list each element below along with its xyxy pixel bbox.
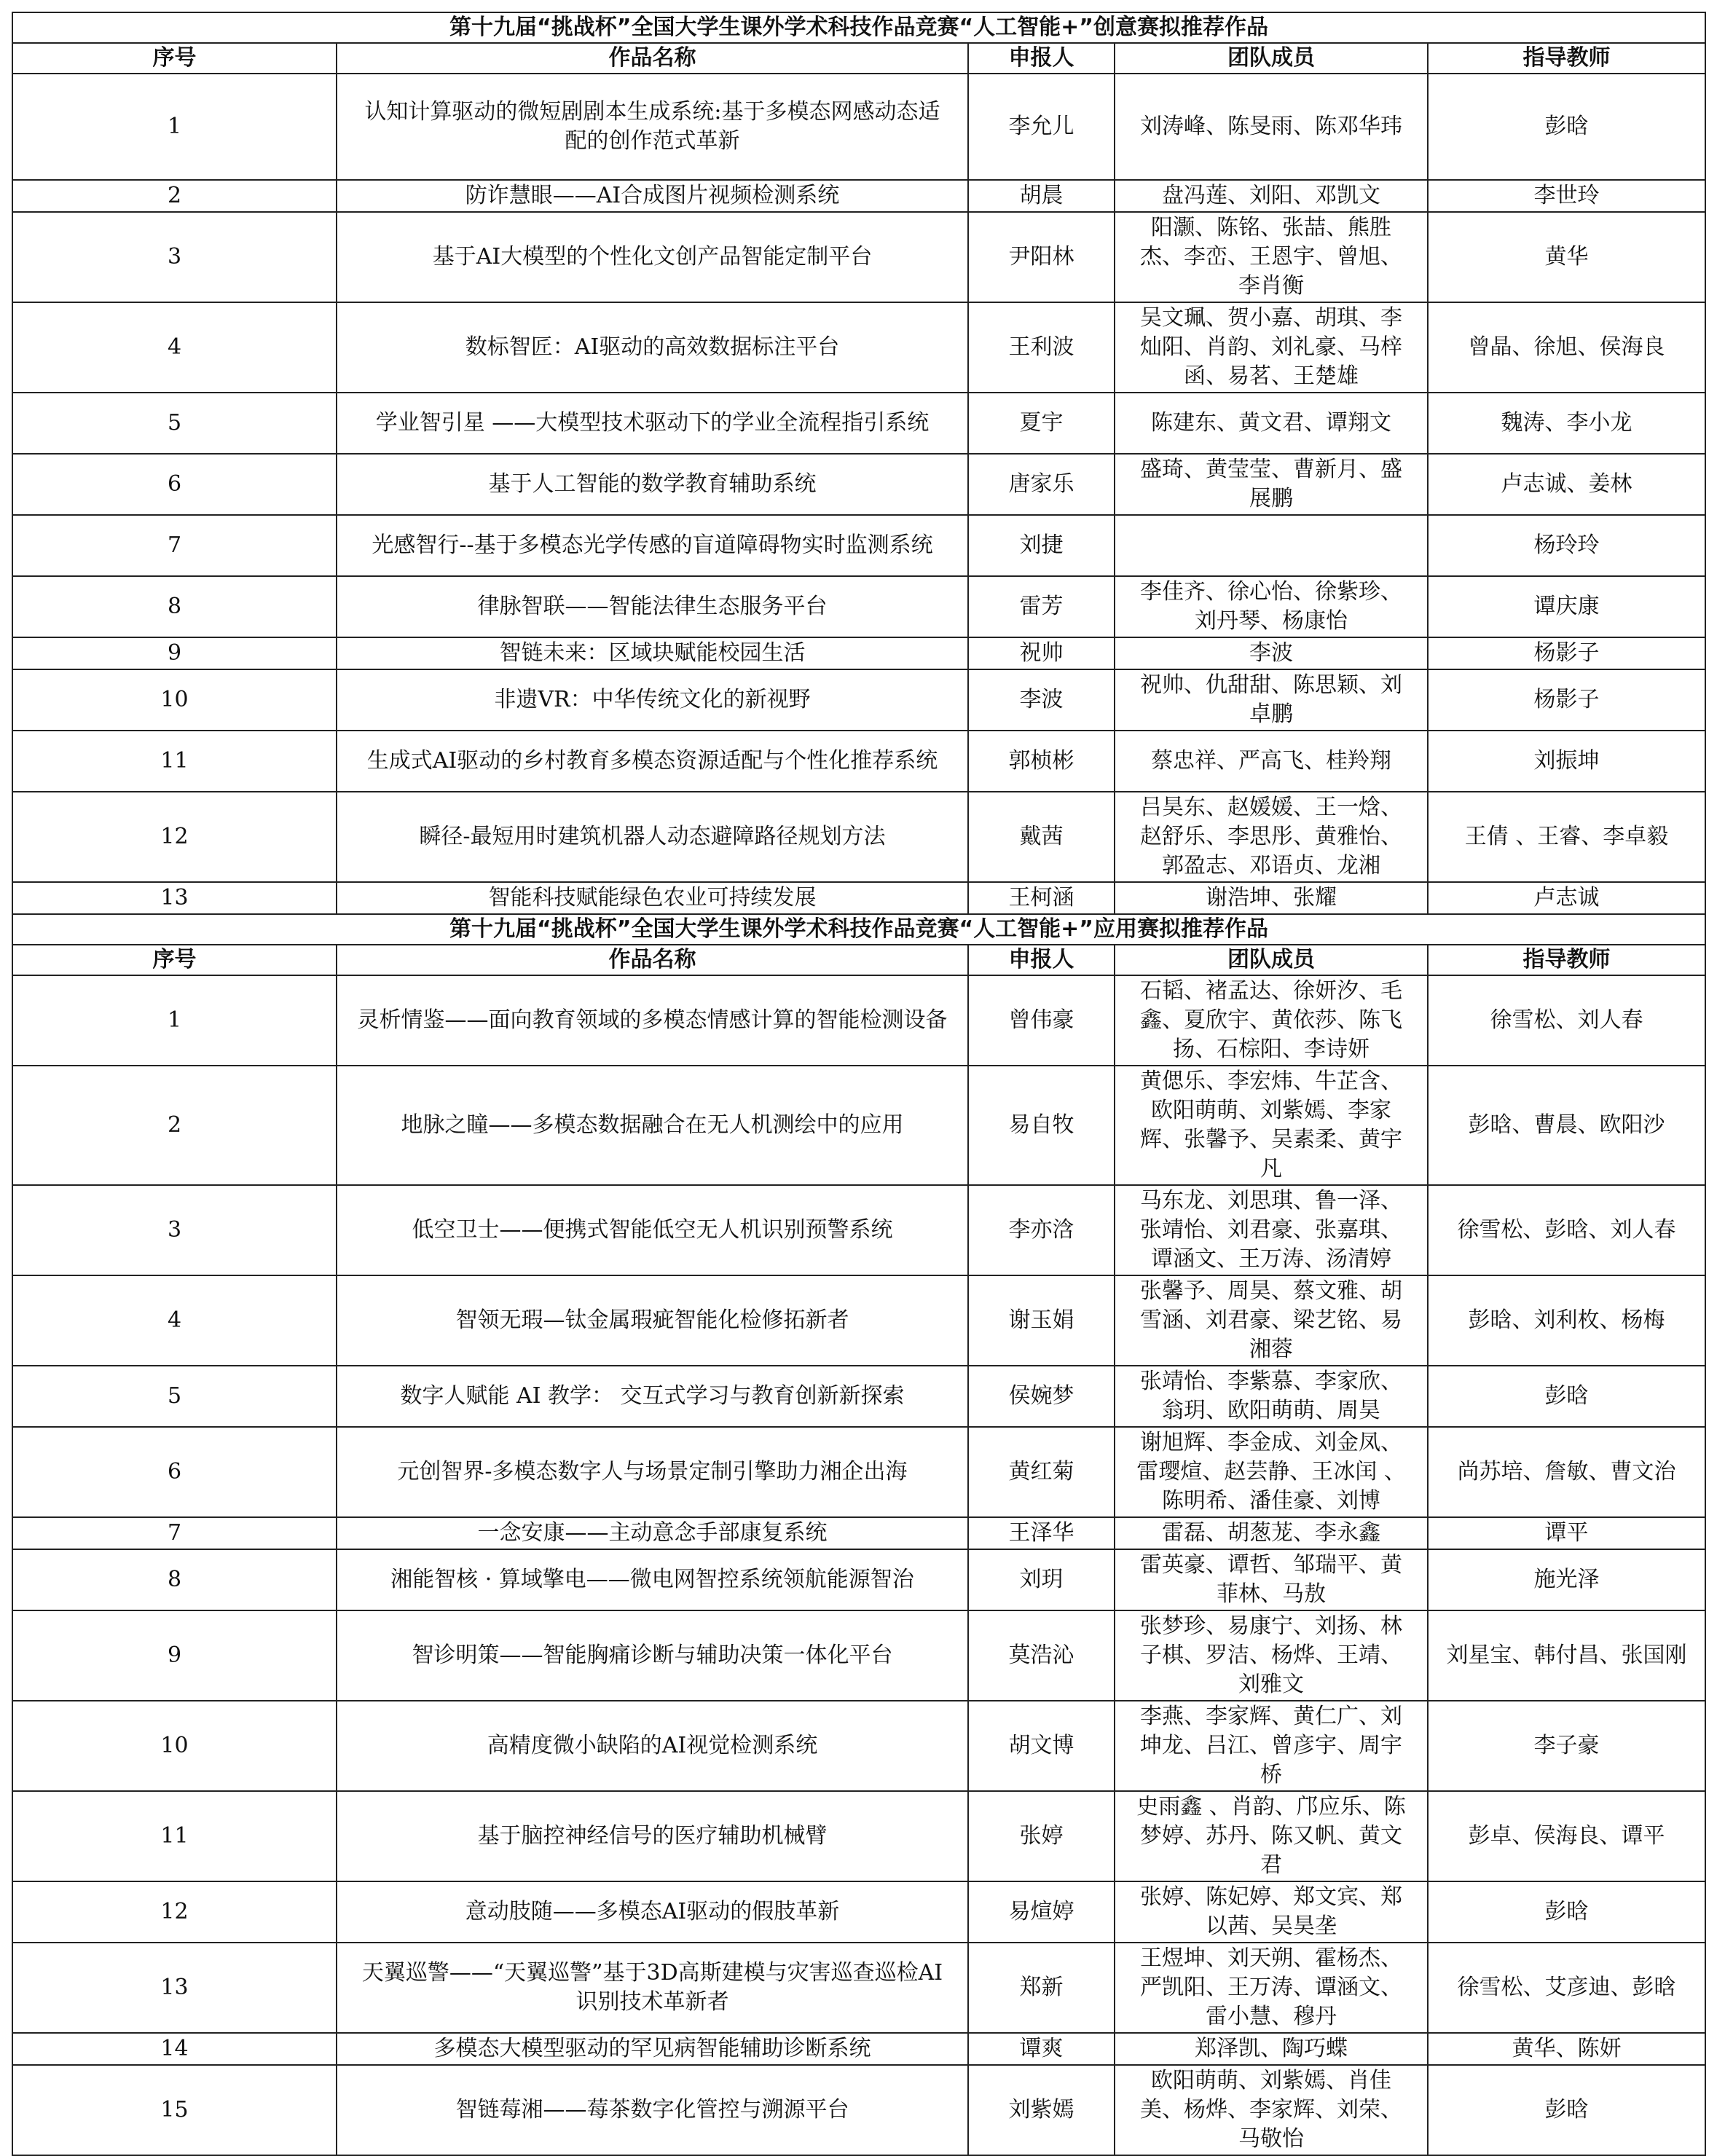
work-name-cell: 防诈慧眼——AI合成图片视频检测系统 [337,180,968,212]
work-name-cell: 智链莓湘——莓茶数字化管控与溯源平台 [337,2065,968,2155]
work-name-cell: 认知计算驱动的微短剧剧本生成系统:基于多模态网感动态适配的创作范式革新 [337,74,968,180]
row-number-cell: 5 [12,393,337,454]
team-members-cell: 王煜坤、刘天朔、霍杨杰、严凯阳、王万涛、谭涵文、雷小慧、穆丹 [1115,1943,1428,2033]
column-header-applicant-name: 申报人 [968,945,1115,975]
table-row [12,393,1705,454]
row-number-cell: 6 [12,454,337,515]
advisor-name-cell: 彭晗、曹晨、欧阳沙 [1428,1066,1705,1185]
row-number-cell: 13 [12,1943,337,2033]
team-members-cell: 盛琦、黄莹莹、曹新月、盛展鹏 [1115,454,1428,515]
table-row [12,1791,1705,1881]
row-number-cell: 10 [12,669,337,731]
team-members-cell: 谢浩坤、张耀 [1115,882,1428,914]
table-row [12,1275,1705,1366]
team-members-cell: 马东龙、刘思琪、鲁一泽、张靖怡、刘君豪、张嘉琪、谭涵文、王万涛、汤清婷 [1115,1185,1428,1275]
work-name-cell: 律脉智联——智能法律生态服务平台 [337,576,968,637]
row-number-cell: 14 [12,2033,337,2065]
work-name-cell: 湘能智核 · 算域擎电——微电网智控系统领航能源智治 [337,1549,968,1610]
row-number-cell: 6 [12,1427,337,1517]
team-members-cell: 史雨鑫 、肖韵、邝应乐、陈梦婷、苏丹、陈又帆、黄文君 [1115,1791,1428,1881]
advisor-name-cell: 卢志诚 [1428,882,1705,914]
work-name-cell: 多模态大模型驱动的罕见病智能辅助诊断系统 [337,2033,968,2065]
applicant-name-cell: 郭桢彬 [968,731,1115,792]
row-number-cell: 4 [12,1275,337,1366]
applicant-name-cell: 易煊婷 [968,1881,1115,1943]
work-name-cell: 基于人工智能的数学教育辅助系统 [337,454,968,515]
work-name-cell: 天翼巡警——“天翼巡警”基于3D高斯建模与灾害巡查巡检AI识别技术革新者 [337,1943,968,2033]
team-members-cell: 雷磊、胡葱茏、李永鑫 [1115,1517,1428,1549]
applicant-name-cell: 尹阳林 [968,212,1115,302]
row-number-cell: 9 [12,637,337,669]
recommendation-table [12,12,1706,2156]
advisor-name-cell: 刘振坤 [1428,731,1705,792]
applicant-name-cell: 侯婉梦 [968,1366,1115,1427]
table-row [12,2033,1705,2065]
table-row [12,1881,1705,1943]
team-members-cell: 李波 [1115,637,1428,669]
row-number-cell: 10 [12,1701,337,1791]
applicant-name-cell: 莫浩沁 [968,1610,1115,1701]
table-row [12,975,1705,1066]
table-row [12,1427,1705,1517]
applicant-name-cell: 李亦浛 [968,1185,1115,1275]
advisor-name-cell: 黄华 [1428,212,1705,302]
applicant-name-cell: 李波 [968,669,1115,731]
applicant-name-cell: 李允儿 [968,74,1115,180]
team-members-cell: 欧阳萌萌、刘紫嫣、肖佳美、杨烨、李家辉、刘荣、马敬怡 [1115,2065,1428,2155]
row-number-cell: 13 [12,882,337,914]
applicant-name-cell: 夏宇 [968,393,1115,454]
team-members-cell: 石韬、褚孟达、徐妍汐、毛鑫、夏欣宇、黄依莎、陈飞扬、石棕阳、李诗妍 [1115,975,1428,1066]
team-members-cell: 郑泽凯、陶巧蝶 [1115,2033,1428,2065]
team-members-cell: 张梦珍、易康宁、刘扬、林子棋、罗洁、杨烨、王靖、刘雅文 [1115,1610,1428,1701]
column-header-advisor-name: 指导教师 [1428,945,1705,975]
advisor-name-cell: 徐雪松、刘人春 [1428,975,1705,1066]
applicant-name-cell: 唐家乐 [968,454,1115,515]
applicant-name-cell: 王柯涵 [968,882,1115,914]
advisor-name-cell: 彭晗 [1428,1366,1705,1427]
advisor-name-cell: 徐雪松、彭晗、刘人春 [1428,1185,1705,1275]
table-body [12,12,1705,2155]
row-number-cell: 8 [12,576,337,637]
table-row [12,1943,1705,2033]
row-number-cell: 8 [12,1549,337,1610]
work-name-cell: 智链未来：区域块赋能校园生活 [337,637,968,669]
row-number-cell: 15 [12,2065,337,2155]
applicant-name-cell: 戴茜 [968,792,1115,882]
work-name-cell: 非遗VR：中华传统文化的新视野 [337,669,968,731]
row-number-cell: 2 [12,1066,337,1185]
team-members-cell: 张婷、陈妃婷、郑文宾、郑以茜、吴昊垄 [1115,1881,1428,1943]
team-members-cell [1115,515,1428,576]
team-members-cell: 谢旭辉、李金成、刘金凤、雷璎煊、赵芸静、王冰闰 、陈明希、潘佳豪、刘博 [1115,1427,1428,1517]
row-number-cell: 1 [12,74,337,180]
applicant-name-cell: 刘玥 [968,1549,1115,1610]
row-number-cell: 5 [12,1366,337,1427]
column-header-work-name: 作品名称 [337,43,968,74]
work-name-cell: 元创智界-多模态数字人与场景定制引擎助力湘企出海 [337,1427,968,1517]
team-members-cell: 李燕、李家辉、黄仁广、刘坤龙、吕江、曾彦宇、周宇桥 [1115,1701,1428,1791]
advisor-name-cell: 彭卓、侯海良、谭平 [1428,1791,1705,1881]
column-header-work-name: 作品名称 [337,945,968,975]
column-header-row [12,945,1705,975]
column-header-applicant-name: 申报人 [968,43,1115,74]
team-members-cell: 祝帅、仇甜甜、陈思颖、刘卓鹏 [1115,669,1428,731]
applicant-name-cell: 郑新 [968,1943,1115,2033]
work-name-cell: 数标智匠：AI驱动的高效数据标注平台 [337,302,968,393]
applicant-name-cell: 谭爽 [968,2033,1115,2065]
section-title: 第十九届“挑战杯”全国大学生课外学术科技作品竞赛“人工智能+”应用赛拟推荐作品 [12,914,1705,945]
advisor-name-cell: 谭庆康 [1428,576,1705,637]
team-members-cell: 黄偲乐、李宏炜、牛芷含、欧阳萌萌、刘紫嫣、李家辉、张馨予、吴素柔、黄宇凡 [1115,1066,1428,1185]
table-row [12,731,1705,792]
table-row [12,2065,1705,2155]
team-members-cell: 张靖怡、李紫慕、李家欣、翁玥、欧阳萌萌、周昊 [1115,1366,1428,1427]
table-row [12,1701,1705,1791]
work-name-cell: 生成式AI驱动的乡村教育多模态资源适配与个性化推荐系统 [337,731,968,792]
table-row [12,454,1705,515]
advisor-name-cell: 杨玲玲 [1428,515,1705,576]
table-row [12,1066,1705,1185]
row-number-cell: 9 [12,1610,337,1701]
table-row [12,576,1705,637]
advisor-name-cell: 黄华、陈妍 [1428,2033,1705,2065]
row-number-cell: 3 [12,212,337,302]
advisor-name-cell: 李世玲 [1428,180,1705,212]
row-number-cell: 7 [12,515,337,576]
work-name-cell: 灵析情鉴——面向教育领域的多模态情感计算的智能检测设备 [337,975,968,1066]
team-members-cell: 刘涛峰、陈旻雨、陈邓华玮 [1115,74,1428,180]
row-number-cell: 2 [12,180,337,212]
document-page [12,12,1705,2156]
row-number-cell: 11 [12,1791,337,1881]
work-name-cell: 低空卫士——便携式智能低空无人机识别预警系统 [337,1185,968,1275]
work-name-cell: 基于AI大模型的个性化文创产品智能定制平台 [337,212,968,302]
row-number-cell: 1 [12,975,337,1066]
table-row [12,882,1705,914]
team-members-cell: 阳灏、陈铭、张喆、熊胜杰、李峦、王恩宇、曾旭、李肖衡 [1115,212,1428,302]
work-name-cell: 瞬径-最短用时建筑机器人动态避障路径规划方法 [337,792,968,882]
work-name-cell: 智能科技赋能绿色农业可持续发展 [337,882,968,914]
column-header-row-number: 序号 [12,43,337,74]
applicant-name-cell: 胡文博 [968,1701,1115,1791]
advisor-name-cell: 彭晗 [1428,2065,1705,2155]
advisor-name-cell: 彭晗 [1428,1881,1705,1943]
applicant-name-cell: 雷芳 [968,576,1115,637]
section-title: 第十九届“挑战杯”全国大学生课外学术科技作品竞赛“人工智能+”创意赛拟推荐作品 [12,12,1705,43]
team-members-cell: 张馨予、周昊、蔡文雅、胡雪涵、刘君豪、梁艺铭、易湘蓉 [1115,1275,1428,1366]
applicant-name-cell: 胡晨 [968,180,1115,212]
table-row [12,1366,1705,1427]
team-members-cell: 雷英豪、谭哲、邹瑞平、黄菲林、马敖 [1115,1549,1428,1610]
column-header-advisor-name: 指导教师 [1428,43,1705,74]
work-name-cell: 一念安康——主动意念手部康复系统 [337,1517,968,1549]
work-name-cell: 智领无瑕—钛金属瑕疵智能化检修拓新者 [337,1275,968,1366]
row-number-cell: 11 [12,731,337,792]
table-row [12,1185,1705,1275]
work-name-cell: 高精度微小缺陷的AI视觉检测系统 [337,1701,968,1791]
work-name-cell: 智诊明策——智能胸痛诊断与辅助决策一体化平台 [337,1610,968,1701]
table-row [12,212,1705,302]
applicant-name-cell: 祝帅 [968,637,1115,669]
applicant-name-cell: 谢玉娟 [968,1275,1115,1366]
work-name-cell: 意动肢随——多模态AI驱动的假肢革新 [337,1881,968,1943]
table-row [12,302,1705,393]
work-name-cell: 数字人赋能 AI 教学： 交互式学习与教育创新新探索 [337,1366,968,1427]
column-header-team-members: 团队成员 [1115,43,1428,74]
advisor-name-cell: 杨影子 [1428,669,1705,731]
team-members-cell: 吴文珮、贺小嘉、胡琪、李灿阳、肖韵、刘礼豪、马梓函、易茗、王楚雄 [1115,302,1428,393]
section-title-row [12,12,1705,43]
advisor-name-cell: 彭晗 [1428,74,1705,180]
applicant-name-cell: 易自牧 [968,1066,1115,1185]
advisor-name-cell: 王倩 、王睿、李卓毅 [1428,792,1705,882]
table-row [12,637,1705,669]
applicant-name-cell: 黄红菊 [968,1427,1115,1517]
work-name-cell: 地脉之瞳——多模态数据融合在无人机测绘中的应用 [337,1066,968,1185]
team-members-cell: 盘冯莲、刘阳、邓凯文 [1115,180,1428,212]
table-row [12,74,1705,180]
advisor-name-cell: 李子豪 [1428,1701,1705,1791]
table-row [12,792,1705,882]
row-number-cell: 12 [12,1881,337,1943]
advisor-name-cell: 尚苏培、詹敏、曹文治 [1428,1427,1705,1517]
team-members-cell: 李佳齐、徐心怡、徐紫珍、刘丹琴、杨康怡 [1115,576,1428,637]
table-row [12,669,1705,731]
row-number-cell: 12 [12,792,337,882]
row-number-cell: 7 [12,1517,337,1549]
section-title-row [12,914,1705,945]
team-members-cell: 蔡忠祥、严高飞、桂羚翔 [1115,731,1428,792]
advisor-name-cell: 卢志诚、姜林 [1428,454,1705,515]
advisor-name-cell: 刘星宝、韩付昌、张国刚 [1428,1610,1705,1701]
applicant-name-cell: 王泽华 [968,1517,1115,1549]
column-header-row [12,43,1705,74]
work-name-cell: 光感智行--基于多模态光学传感的盲道障碍物实时监测系统 [337,515,968,576]
applicant-name-cell: 刘紫嫣 [968,2065,1115,2155]
table-row [12,1610,1705,1701]
advisor-name-cell: 谭平 [1428,1517,1705,1549]
advisor-name-cell: 彭晗、刘利枚、杨梅 [1428,1275,1705,1366]
row-number-cell: 4 [12,302,337,393]
advisor-name-cell: 施光泽 [1428,1549,1705,1610]
team-members-cell: 吕昊东、赵媛媛、王一焓、赵舒乐、李思彤、黄雅怡、郭盈志、邓语贞、龙湘 [1115,792,1428,882]
table-row [12,180,1705,212]
row-number-cell: 3 [12,1185,337,1275]
table-row [12,1517,1705,1549]
advisor-name-cell: 魏涛、李小龙 [1428,393,1705,454]
applicant-name-cell: 刘捷 [968,515,1115,576]
column-header-team-members: 团队成员 [1115,945,1428,975]
team-members-cell: 陈建东、黄文君、谭翔文 [1115,393,1428,454]
work-name-cell: 学业智引星 ——大模型技术驱动下的学业全流程指引系统 [337,393,968,454]
work-name-cell: 基于脑控神经信号的医疗辅助机械臂 [337,1791,968,1881]
applicant-name-cell: 曾伟豪 [968,975,1115,1066]
table-row [12,515,1705,576]
advisor-name-cell: 曾晶、徐旭、侯海良 [1428,302,1705,393]
applicant-name-cell: 张婷 [968,1791,1115,1881]
column-header-row-number: 序号 [12,945,337,975]
advisor-name-cell: 徐雪松、艾彦迪、彭晗 [1428,1943,1705,2033]
advisor-name-cell: 杨影子 [1428,637,1705,669]
table-row [12,1549,1705,1610]
applicant-name-cell: 王利波 [968,302,1115,393]
